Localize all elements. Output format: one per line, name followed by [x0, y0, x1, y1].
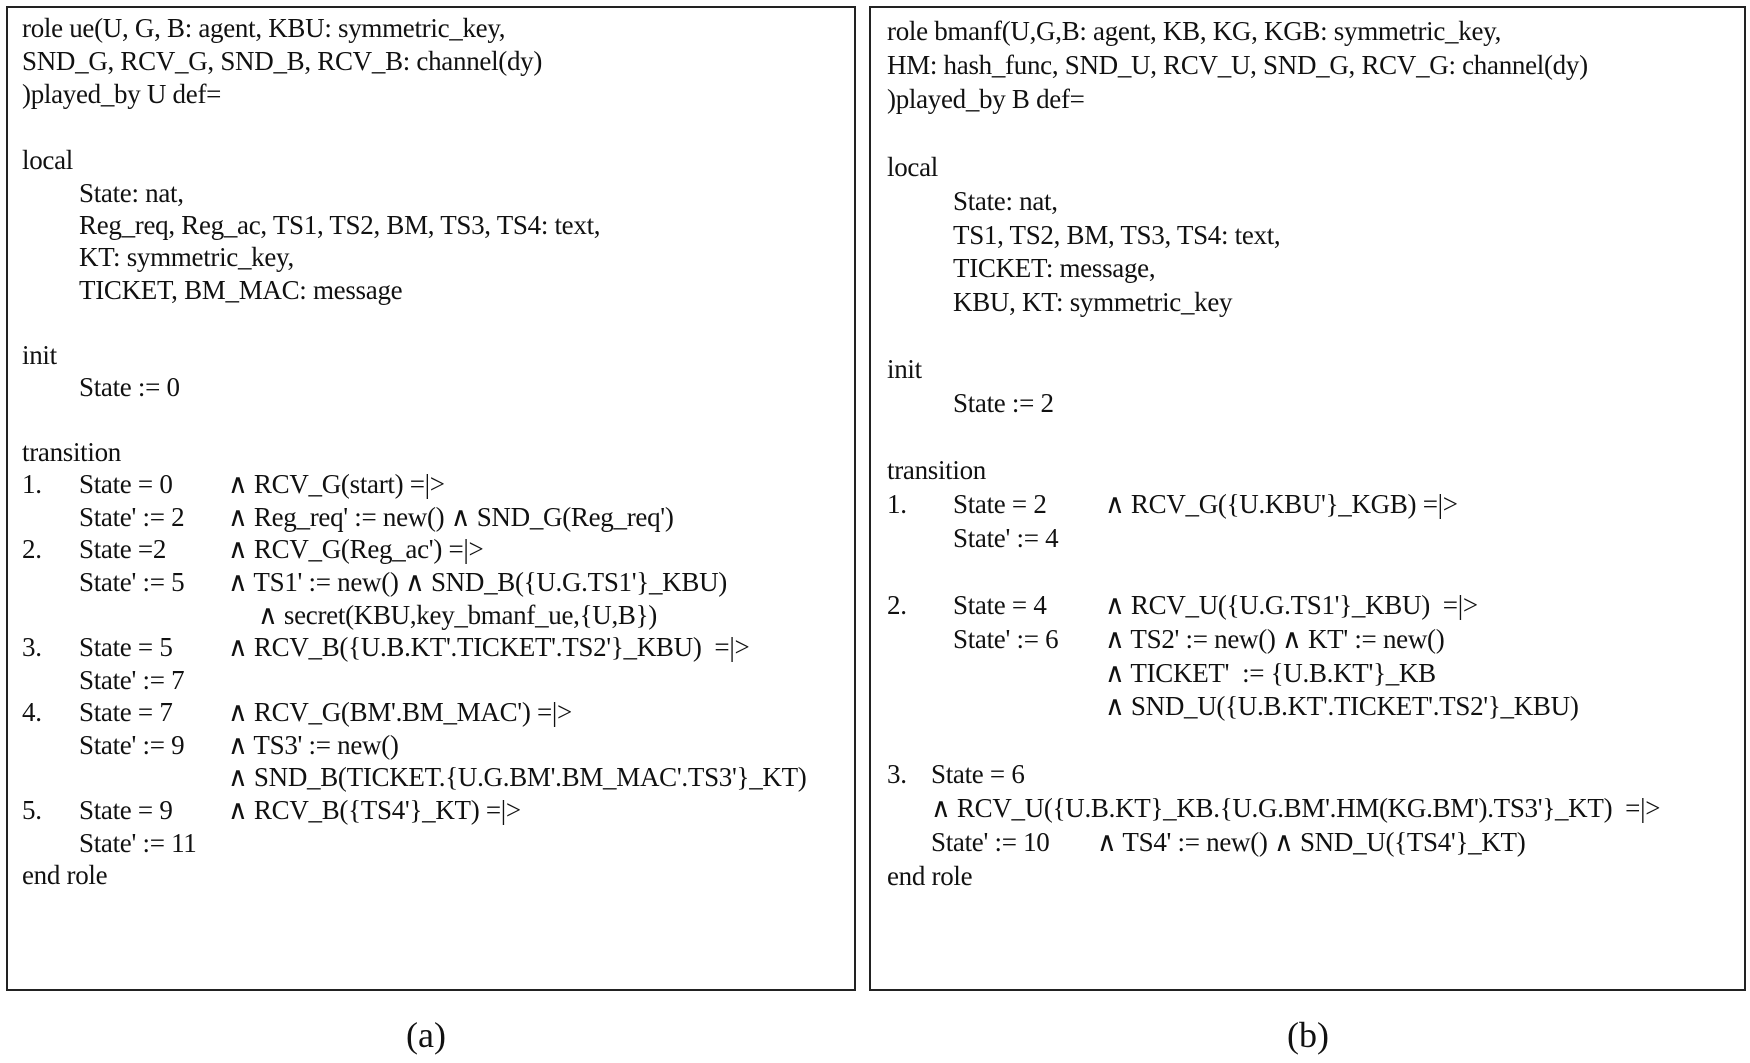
code-line: State = 4	[953, 590, 1047, 620]
code-line: Reg_req, Reg_ac, TS1, TS2, BM, TS3, TS4: text,	[79, 210, 601, 240]
section-keyword: local	[22, 145, 73, 175]
code-line: TS1, TS2, BM, TS3, TS4: text,	[953, 220, 1281, 250]
section-keyword: local	[887, 152, 938, 182]
code-line: State' := 10	[931, 827, 1050, 857]
code-line: State' := 2	[79, 502, 185, 532]
code-line: State' := 7	[79, 665, 185, 695]
code-line: State' := 4	[953, 523, 1059, 553]
panel-b-bmanf-role	[869, 6, 1746, 991]
caption-b: (b)	[1287, 1015, 1329, 1055]
step-number: 4.	[22, 697, 42, 727]
code-line: State = 9	[79, 795, 173, 825]
step-number: 1.	[887, 489, 907, 519]
code-line: TICKET: message,	[953, 253, 1156, 283]
step-number: 1.	[22, 469, 42, 499]
step-number: 3.	[22, 632, 42, 662]
code-line: State' := 9	[79, 730, 185, 760]
code-line: State' := 5	[79, 567, 185, 597]
code-line: ∧ RCV_G(start) =|>	[228, 469, 445, 499]
code-line: State' := 6	[953, 624, 1059, 654]
code-line: ∧ TS2' := new() ∧ KT' := new()	[1105, 624, 1445, 654]
code-line: role ue(U, G, B: agent, KBU: symmetric_key,	[22, 13, 506, 43]
code-line: State = 7	[79, 697, 173, 727]
code-line: ∧ SND_U({U.B.KT'.TICKET'.TS2'}_KBU)	[1105, 691, 1579, 721]
code-line: ∧ TS3' := new()	[228, 730, 399, 760]
ue-role-code	[8, 8, 854, 989]
panel-a-ue-role	[6, 6, 856, 991]
code-line: HM: hash_func, SND_U, RCV_U, SND_G, RCV_G: channel(dy)	[887, 50, 1588, 80]
section-keyword: transition	[887, 455, 986, 485]
code-line: State: nat,	[79, 178, 184, 208]
code-line: )played_by U def=	[22, 79, 222, 109]
code-line: TICKET, BM_MAC: message	[79, 275, 403, 305]
code-line: role bmanf(U,G,B: agent, KB, KG, KGB: symmetric_key,	[887, 16, 1502, 46]
code-line: ∧ TS4' := new() ∧ SND_U({TS4'}_KT)	[1097, 827, 1526, 857]
code-line: )played_by B def=	[887, 84, 1085, 114]
code-line: State := 0	[79, 372, 180, 402]
code-line: ∧ TICKET' := {U.B.KT'}_KB	[1105, 658, 1436, 688]
code-line: SND_G, RCV_G, SND_B, RCV_B: channel(dy)	[22, 46, 543, 76]
section-keyword: end role	[22, 860, 108, 890]
section-keyword: init	[887, 354, 922, 384]
code-line: State =2	[79, 534, 167, 564]
code-line: KBU, KT: symmetric_key	[953, 287, 1233, 317]
section-keyword: transition	[22, 437, 121, 467]
code-line: State := 2	[953, 388, 1054, 418]
caption-a: (a)	[406, 1015, 446, 1055]
code-line: ∧ RCV_B({TS4'}_KT) =|>	[228, 795, 521, 825]
code-line: ∧ RCV_B({U.B.KT'.TICKET'.TS2'}_KBU) =|>	[228, 632, 750, 662]
code-line: ∧ Reg_req' := new() ∧ SND_G(Reg_req')	[228, 502, 674, 532]
code-line: State = 5	[79, 632, 173, 662]
step-number: 2.	[887, 590, 907, 620]
code-line: ∧ RCV_G(BM'.BM_MAC') =|>	[228, 697, 572, 727]
code-line: KT: symmetric_key,	[79, 242, 294, 272]
code-line: State = 6	[931, 759, 1025, 789]
code-line: ∧ SND_B(TICKET.{U.G.BM'.BM_MAC'.TS3'}_KT)	[228, 762, 807, 792]
code-line: ∧ RCV_U({U.B.KT}_KB.{U.G.BM'.HM(KG.BM').TS3'}_KT) =|>	[931, 793, 1661, 823]
code-line: ∧ RCV_G({U.KBU'}_KGB) =|>	[1105, 489, 1458, 519]
step-number: 5.	[22, 795, 42, 825]
code-line: State = 0	[79, 469, 173, 499]
code-line: ∧ RCV_G(Reg_ac') =|>	[228, 534, 484, 564]
code-line: State = 2	[953, 489, 1047, 519]
bmanf-role-code	[871, 8, 1744, 989]
section-keyword: init	[22, 340, 57, 370]
code-line: State: nat,	[953, 186, 1058, 216]
section-keyword: end role	[887, 861, 973, 891]
step-number: 3.	[887, 759, 907, 789]
code-line: ∧ secret(KBU,key_bmanf_ue,{U,B})	[258, 600, 657, 630]
code-line: ∧ RCV_U({U.G.TS1'}_KBU) =|>	[1105, 590, 1478, 620]
step-number: 2.	[22, 534, 42, 564]
code-line: ∧ TS1' := new() ∧ SND_B({U.G.TS1'}_KBU)	[228, 567, 727, 597]
code-line: State' := 11	[79, 828, 197, 858]
